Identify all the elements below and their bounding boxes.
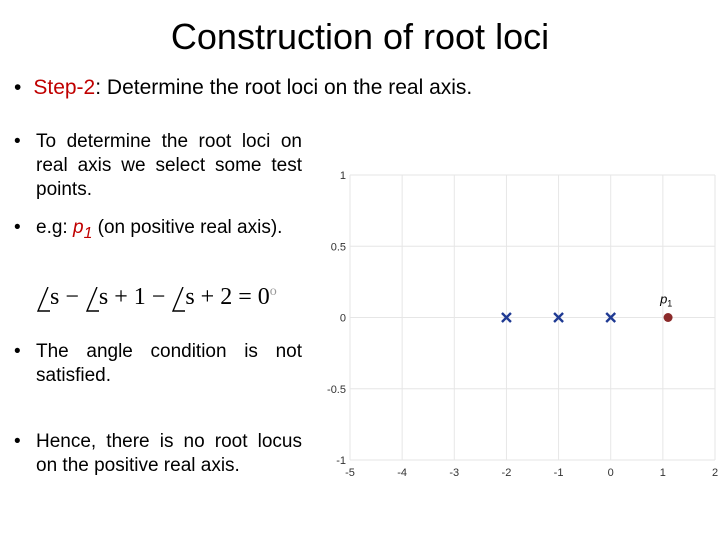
bullet-text: Hence, there is no root locus on the positive real axis. bbox=[36, 431, 302, 476]
angle-icon bbox=[36, 287, 50, 313]
bullet-item-4 bbox=[14, 430, 302, 478]
y-tick-label: 0.5 bbox=[330, 241, 346, 254]
bullet-text: The angle condition is not satisfied. bbox=[36, 341, 302, 386]
bullet-text bbox=[36, 216, 302, 246]
bullet-prefix: e.g: bbox=[36, 217, 73, 238]
bullet-dot: • bbox=[14, 341, 21, 362]
y-tick-label: -1 bbox=[336, 455, 346, 467]
bullet-dot: • bbox=[14, 431, 21, 452]
x-tick-label: -3 bbox=[449, 467, 460, 479]
bullet-dot: • bbox=[14, 131, 21, 152]
equation-rhs: 0 bbox=[257, 284, 270, 310]
x-tick-label: -5 bbox=[345, 467, 355, 479]
bullet-suffix: (on positive real axis). bbox=[92, 217, 283, 238]
degree-symbol: o bbox=[269, 284, 277, 299]
test-point-label: $p_1$ bbox=[72, 217, 93, 242]
x-tick-label: 1 bbox=[659, 467, 666, 479]
y-tick-label: 0 bbox=[339, 312, 346, 325]
bullet-item-3 bbox=[14, 340, 302, 388]
angle-equation: s − s + 1 − $s + 2 = 0^o$ bbox=[36, 284, 277, 311]
angle-term-2: s + 1 bbox=[85, 284, 146, 311]
step-text: : Determine the root loci on the real axis. bbox=[95, 76, 473, 99]
bullet-dot: • bbox=[14, 217, 21, 238]
bullet-item-1 bbox=[14, 130, 302, 202]
slide-title: Construction of root loci bbox=[170, 16, 550, 57]
angle-term-1: s bbox=[36, 284, 59, 311]
x-tick-label: -1 bbox=[553, 467, 564, 479]
x-tick-label: 2 bbox=[711, 467, 719, 479]
step-label: Step-2 bbox=[33, 76, 96, 99]
step-line bbox=[14, 76, 472, 100]
angle-term-3: s + 2 bbox=[171, 284, 232, 311]
test-point-marker bbox=[664, 313, 673, 322]
bullet-item-2 bbox=[14, 216, 302, 246]
test-point-annotation: $p_1$ bbox=[660, 291, 673, 309]
y-tick-label: 1 bbox=[339, 170, 346, 182]
x-tick-label: 0 bbox=[607, 467, 614, 479]
angle-icon bbox=[85, 287, 99, 313]
bullet-dot: • bbox=[14, 76, 22, 99]
root-locus-plot bbox=[320, 160, 720, 480]
y-tick-label: -0.5 bbox=[327, 383, 346, 396]
x-tick-label: -2 bbox=[501, 467, 512, 479]
x-tick-label: -4 bbox=[397, 467, 408, 479]
angle-icon bbox=[171, 287, 185, 313]
bullet-text: To determine the root loci on real axis we select some test points. bbox=[36, 131, 302, 200]
